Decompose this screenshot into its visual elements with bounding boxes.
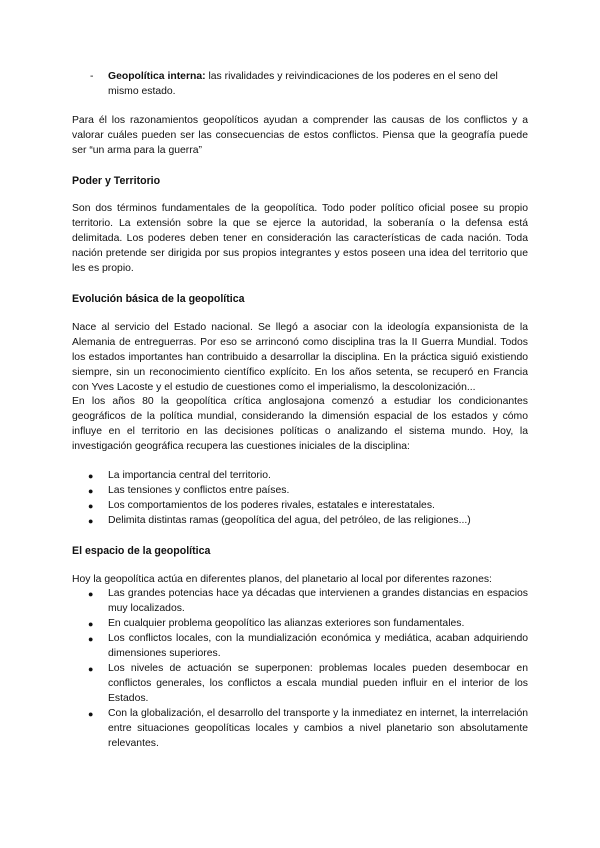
paragraph-poder: Son dos términos fundamentales de la geopolítica. Todo poder político oficial posee su propio territorio. La extensión sobre la que se ejerce la autoridad, la soberanía o la defensa está delimitada. Los poderes deben tener en consideración las características de cada nación. Toda nación pretende ser dirigida por sus propios integrantes y estos poseen una idea del territorio que les es propio. <box>72 203 528 275</box>
bullet-icon: ● <box>88 619 94 630</box>
bullet-icon: ● <box>88 471 94 482</box>
heading-espacio: El espacio de la geopolítica <box>72 544 211 557</box>
list-item <box>72 587 528 617</box>
list-item <box>72 469 528 484</box>
espacio-bullet-list <box>72 587 528 751</box>
bullet-icon: ● <box>88 634 94 645</box>
bullet-icon: ● <box>88 708 94 719</box>
heading-poder-territorio: Poder y Territorio <box>72 174 161 187</box>
paragraph-evolucion-1: Nace al servicio del Estado nacional. Se llegó a asociar con la ideología expansionista de la Alemania de entreguerras. Por eso se arrinconó como disciplina tras la II Guerra Mundial. Todos los estados importantes han contribuido a desarrollar la disciplina. En la práctica siguió existiendo siempre, sin un reconocimiento científico explícito. En los años setenta, se recuperó en Francia con Yves Lacoste y el estudio de cuestiones como el imperialismo, la descolonización... <box>72 321 528 393</box>
list-item <box>72 484 528 499</box>
paragraph-espacio-intro: Hoy la geopolítica actúa en diferentes planos, del planetario al local por diferentes razones: <box>72 573 492 585</box>
intro-list-item <box>72 70 528 100</box>
list-item-text: En cualquier problema geopolítico las alianzas exteriores son fundamentales. <box>108 618 465 630</box>
list-item-text: Los niveles de actuación se superponen: problemas locales pueden desembocar en conflictos generales, los conflictos a escala mundial pueden influir en el interior de los Estados. <box>108 663 528 704</box>
list-item-text: Delimita distintas ramas (geopolítica del agua, del petróleo, de las religiones...) <box>108 514 471 526</box>
paragraph-evolucion-2: En los años 80 la geopolítica crítica anglosajona comenzó a estudiar los condicionantes geográficos de la política mundial, considerando la dimensión espacial de los estados y cómo influye en el territorio en las decisiones políticas o analizando el sistema mundo. Hoy, la investigación geográfica recupera las cuestiones iniciales de la disciplina: <box>72 396 528 453</box>
paragraph-razonamientos: Para él los razonamientos geopolíticos ayudan a comprender las causas de los conflictos y a valorar cuáles pueden ser las consecuencias de estos conflictos. Piensa que la geografía puede ser “un arma para la guerra” <box>72 114 528 156</box>
intro-item-text: las rivalidades y reivindicaciones de los poderes en el seno del mismo estado. <box>108 71 498 97</box>
intro-item-label: Geopolítica interna: <box>108 71 206 82</box>
bullet-icon: ● <box>88 500 94 511</box>
evolucion-bullet-list <box>72 469 528 529</box>
list-item-text: Las tensiones y conflictos entre países. <box>108 484 290 496</box>
list-item-text: Con la globalización, el desarrollo del transporte y la inmediatez en internet, la interrelación entre situaciones geopolíticas locales y cambios a nivel planetario son absolutamente relevantes. <box>108 707 528 749</box>
dash-marker: - <box>90 71 94 82</box>
list-item-text: La importancia central del territorio. <box>108 470 271 482</box>
page-content <box>72 70 528 751</box>
bullet-icon: ● <box>88 515 94 526</box>
bullet-icon: ● <box>88 485 94 496</box>
list-item-text: Las grandes potencias hace ya décadas que intervienen a grandes distancias en espacios muy localizados. <box>108 588 528 615</box>
list-item <box>72 632 528 662</box>
list-item-text: Los conflictos locales, con la mundialización económica y mediática, acaban adquiriendo dimensiones superiores. <box>108 633 528 660</box>
list-item <box>72 707 528 752</box>
list-item <box>72 617 528 632</box>
list-item <box>72 514 528 529</box>
list-item <box>72 662 528 707</box>
heading-evolucion: Evolución básica de la geopolítica <box>72 292 245 305</box>
bullet-icon: ● <box>88 589 94 600</box>
bullet-icon: ● <box>88 664 94 674</box>
list-item-text: Los comportamientos de los poderes rivales, estatales e interestatales. <box>108 499 435 511</box>
list-item <box>72 499 528 514</box>
